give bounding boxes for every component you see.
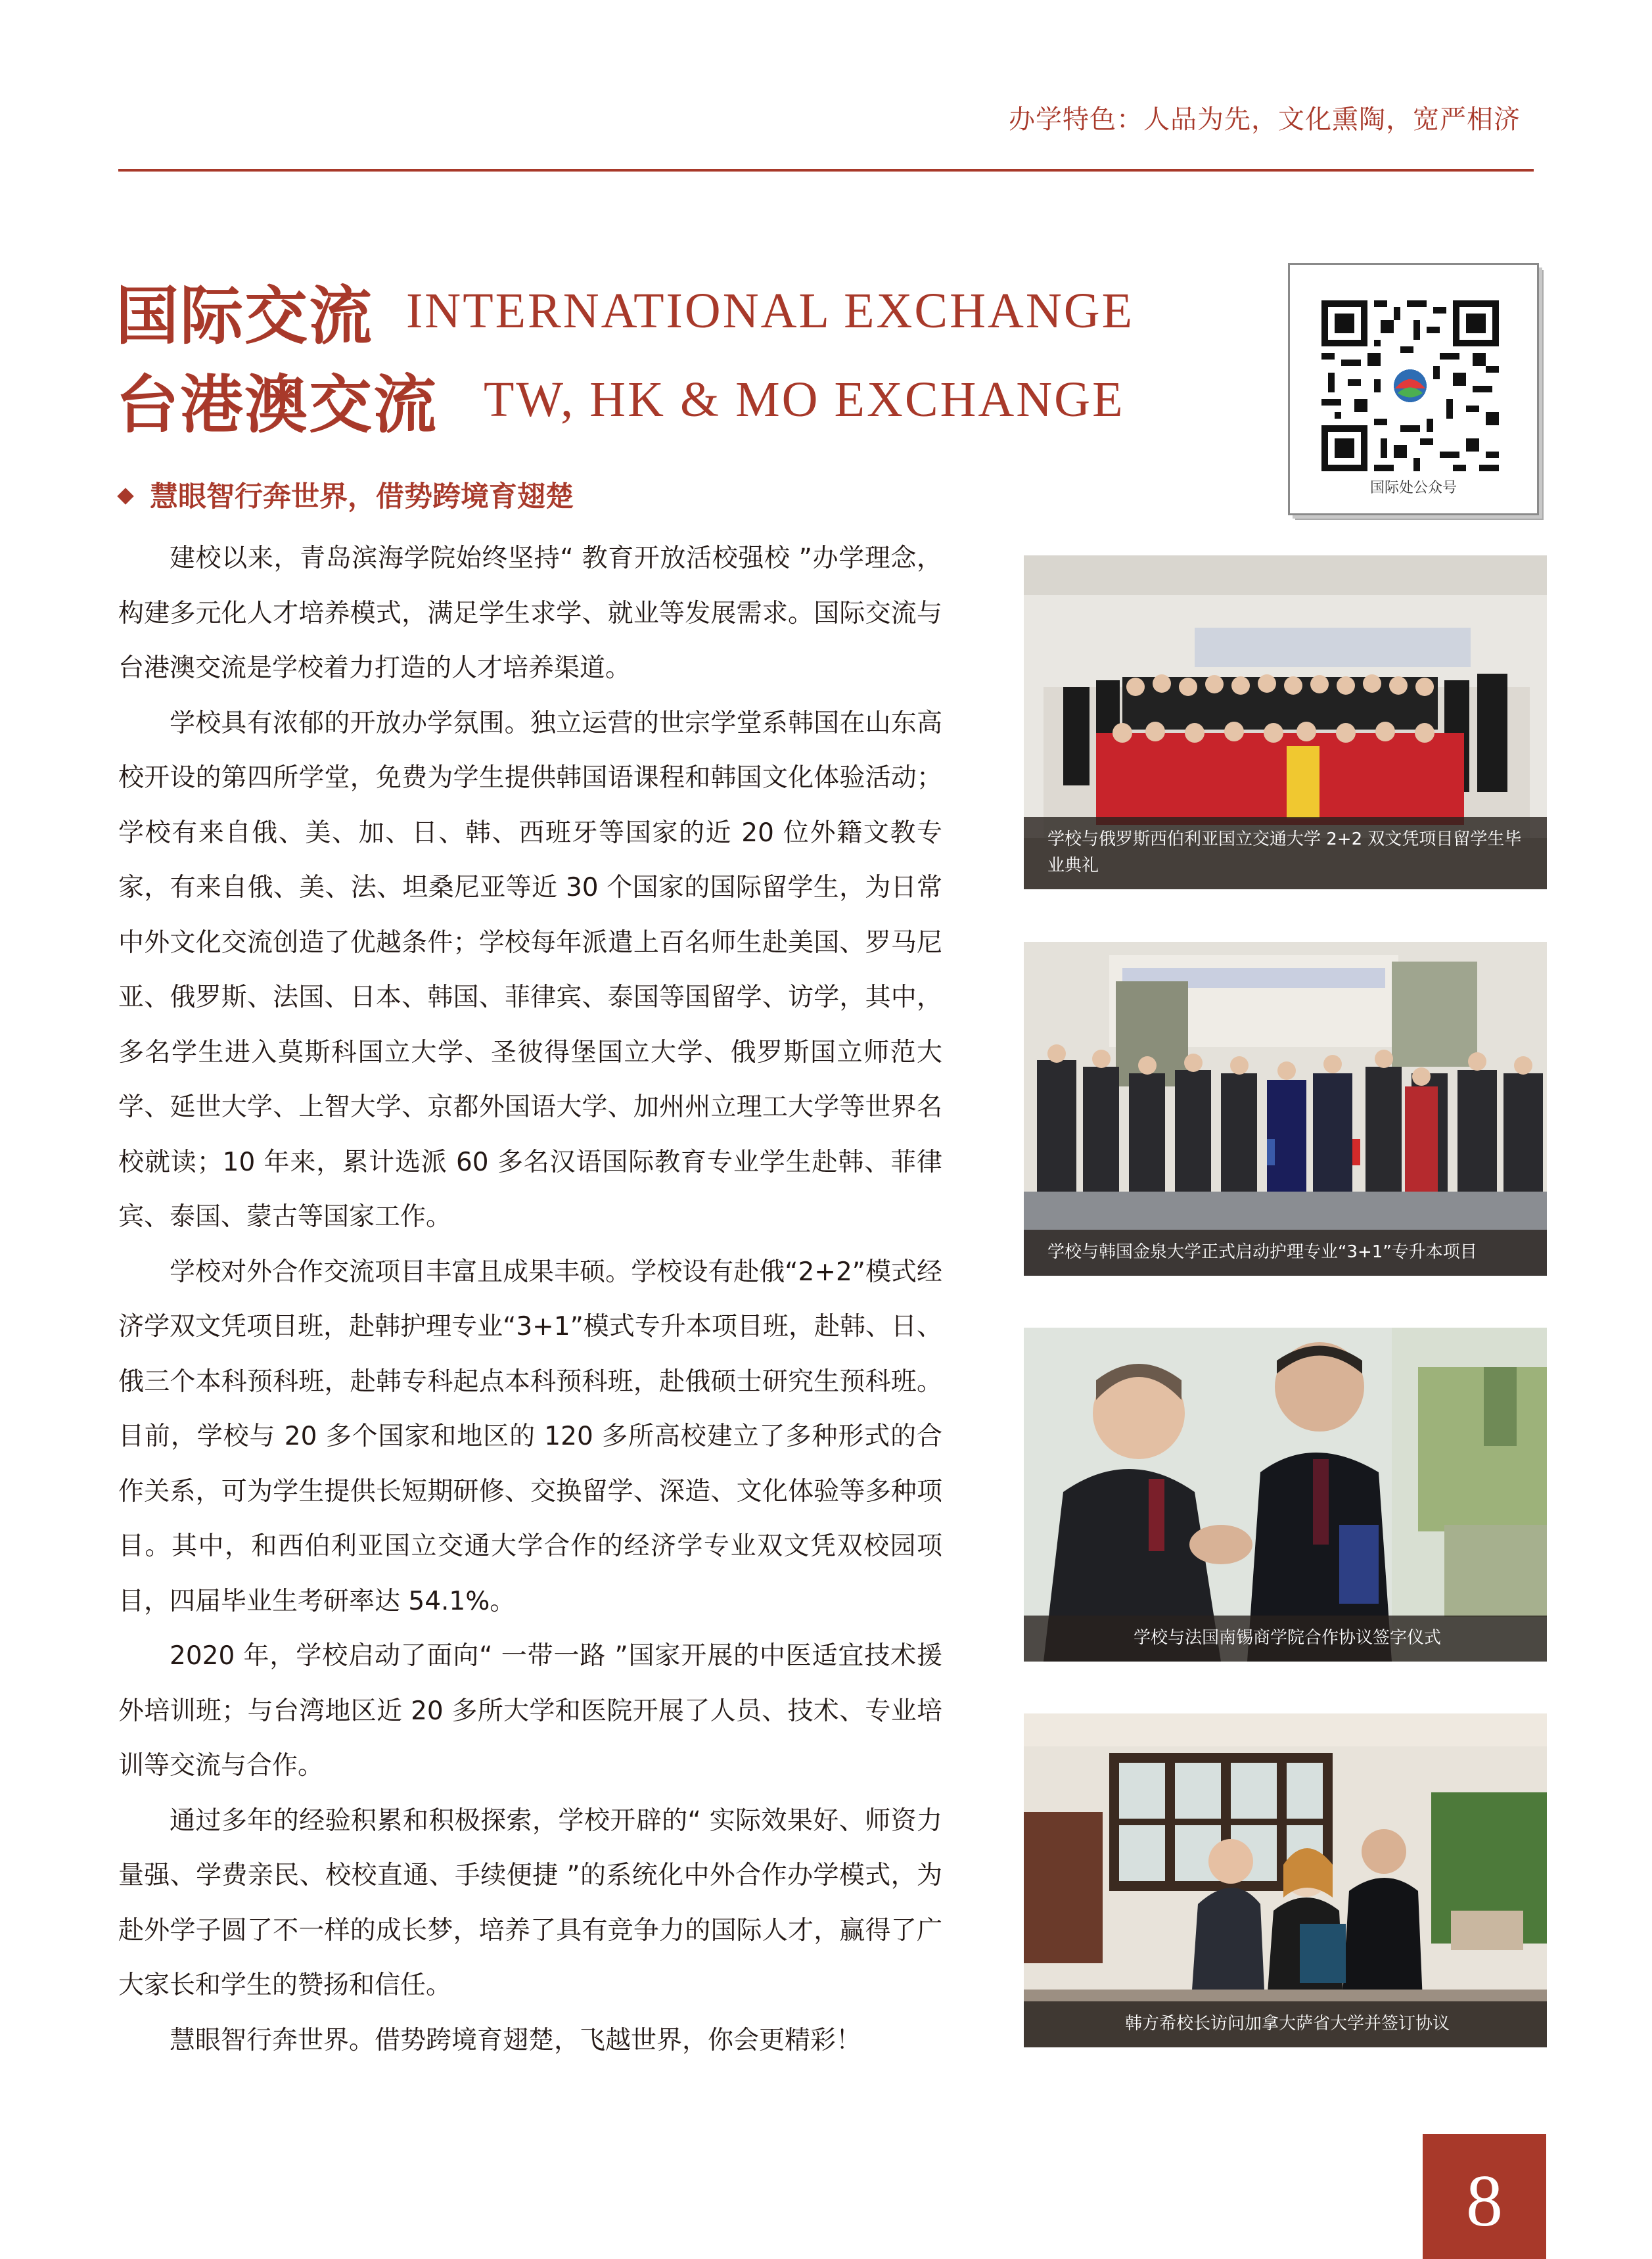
diamond-bullet-icon	[117, 488, 133, 504]
photo-visit-image	[1024, 1713, 1547, 2047]
photo-signing-image	[1024, 1328, 1547, 1662]
title-cn-international: 国际交流	[116, 279, 373, 353]
title-row-tw-hk-mo	[116, 355, 1125, 445]
article-body	[118, 531, 942, 2068]
title-en-international: INTERNATIONAL EXCHANGE	[406, 283, 1135, 338]
paragraph: 学校对外合作交流项目丰富且成果丰硕。学校设有赴俄“2+2”模式经济学双文凭项目班，赴韩护理专业“3+1”模式专升本项目班，赴韩、日、俄三个本科预科班，赴韩专科起点本科预科班，赴俄硕士研究生预科班。目前，学校与 20 多个国家和地区的 120 多所高校建立了多种形式的合作关系，可为学生提供长短期研修、交换留学、深造、文化体验等多种项目。其中，和西伯利亚国立交通大学合作的经济学专业双文凭双校园项目，四届毕业生考研率达 54.1%。	[118, 1257, 942, 1616]
header-motto: 办学特色：人品为先，文化熏陶，宽严相济	[1009, 105, 1521, 135]
photo-caption: 学校与法国南锡商学院合作协议签字仪式	[1024, 1616, 1547, 1662]
paragraph: 慧眼智行奔世界。借势跨境育翅楚，飞越世界，你会更精彩！	[170, 2025, 862, 2055]
header-divider	[118, 169, 1534, 172]
photo-visit-saskatchewan	[1024, 1713, 1547, 2047]
page-number-box	[1423, 2134, 1546, 2259]
photo-nursing-image	[1024, 942, 1547, 1276]
paragraph: 建校以来，青岛滨海学院始终坚持“ 教育开放活校强校 ”办学理念，构建多元化人才培养模式，满足学生求学、就业等发展需求。国际交流与台港澳交流是学校着力打造的人才培养渠道。	[118, 544, 942, 683]
qr-card	[1288, 263, 1539, 515]
photo-caption: 学校与俄罗斯西伯利亚国立交通大学 2+2 双文凭项目留学生毕业典礼	[1024, 817, 1547, 889]
title-en-tw-hk-mo: TW, HK & MO EXCHANGE	[484, 372, 1125, 427]
section-subhead	[120, 475, 574, 515]
paragraph: 通过多年的经验积累和积极探索，学校开辟的“ 实际效果好、师资力量强、学费亲民、校校直通、手续便捷 ”的系统化中外合作办学模式，为赴外学子圆了不一样的成长梦，培养了具有竞争力的国际人才，赢得了广大家长和学生的赞扬和信任。	[118, 1805, 942, 2000]
photo-signing-ceremony	[1024, 1328, 1547, 1662]
photo-caption: 韩方希校长访问加拿大萨省大学并签订协议	[1024, 2001, 1547, 2047]
title-row-international	[116, 266, 1134, 356]
paragraph: 学校具有浓郁的开放办学氛围。独立运营的世宗学堂系韩国在山东高校开设的第四所学堂，免费为学生提供韩国语课程和韩国文化体验活动；学校有来自俄、美、加、日、韩、西班牙等国家的近 20 位外籍文教专家，有来自俄、美、法、坦桑尼亚等近 30 个国家的国际留学生，为日常中外文化交流创造了优越条件；学校每年派遣上百名师生赴美国、罗马尼亚、俄罗斯、法国、日本、韩国、菲律宾、泰国等国留学、访学，其中，多名学生进入莫斯科国立大学、圣彼得堡国立大学、俄罗斯国立师范大学、延世大学、上智大学、京都外国语大学、加州州立理工大学等世界名校就读；10 年来，累计选派 60 多名汉语国际教育专业学生赴韩、菲律宾、泰国、蒙古等国家工作。	[118, 708, 942, 1232]
photo-nursing-program	[1024, 942, 1547, 1276]
qr-code-icon[interactable]	[1321, 300, 1499, 471]
qr-caption: 国际处公众号	[1369, 480, 1457, 496]
photo-graduation-ceremony	[1024, 555, 1547, 889]
title-cn-tw-hk-mo: 台港澳交流	[116, 368, 438, 442]
page-number: 8	[1466, 2160, 1503, 2242]
paragraph: 2020 年，学校启动了面向“ 一带一路 ”国家开展的中医适宜技术援外培训班；与台湾地区近 20 多所大学和医院开展了人员、技术、专业培训等交流与合作。	[118, 1641, 942, 1781]
photo-caption: 学校与韩国金泉大学正式启动护理专业“3+1”专升本项目	[1024, 1230, 1547, 1276]
subhead-text: 慧眼智行奔世界，借势跨境育翅楚	[150, 480, 574, 513]
